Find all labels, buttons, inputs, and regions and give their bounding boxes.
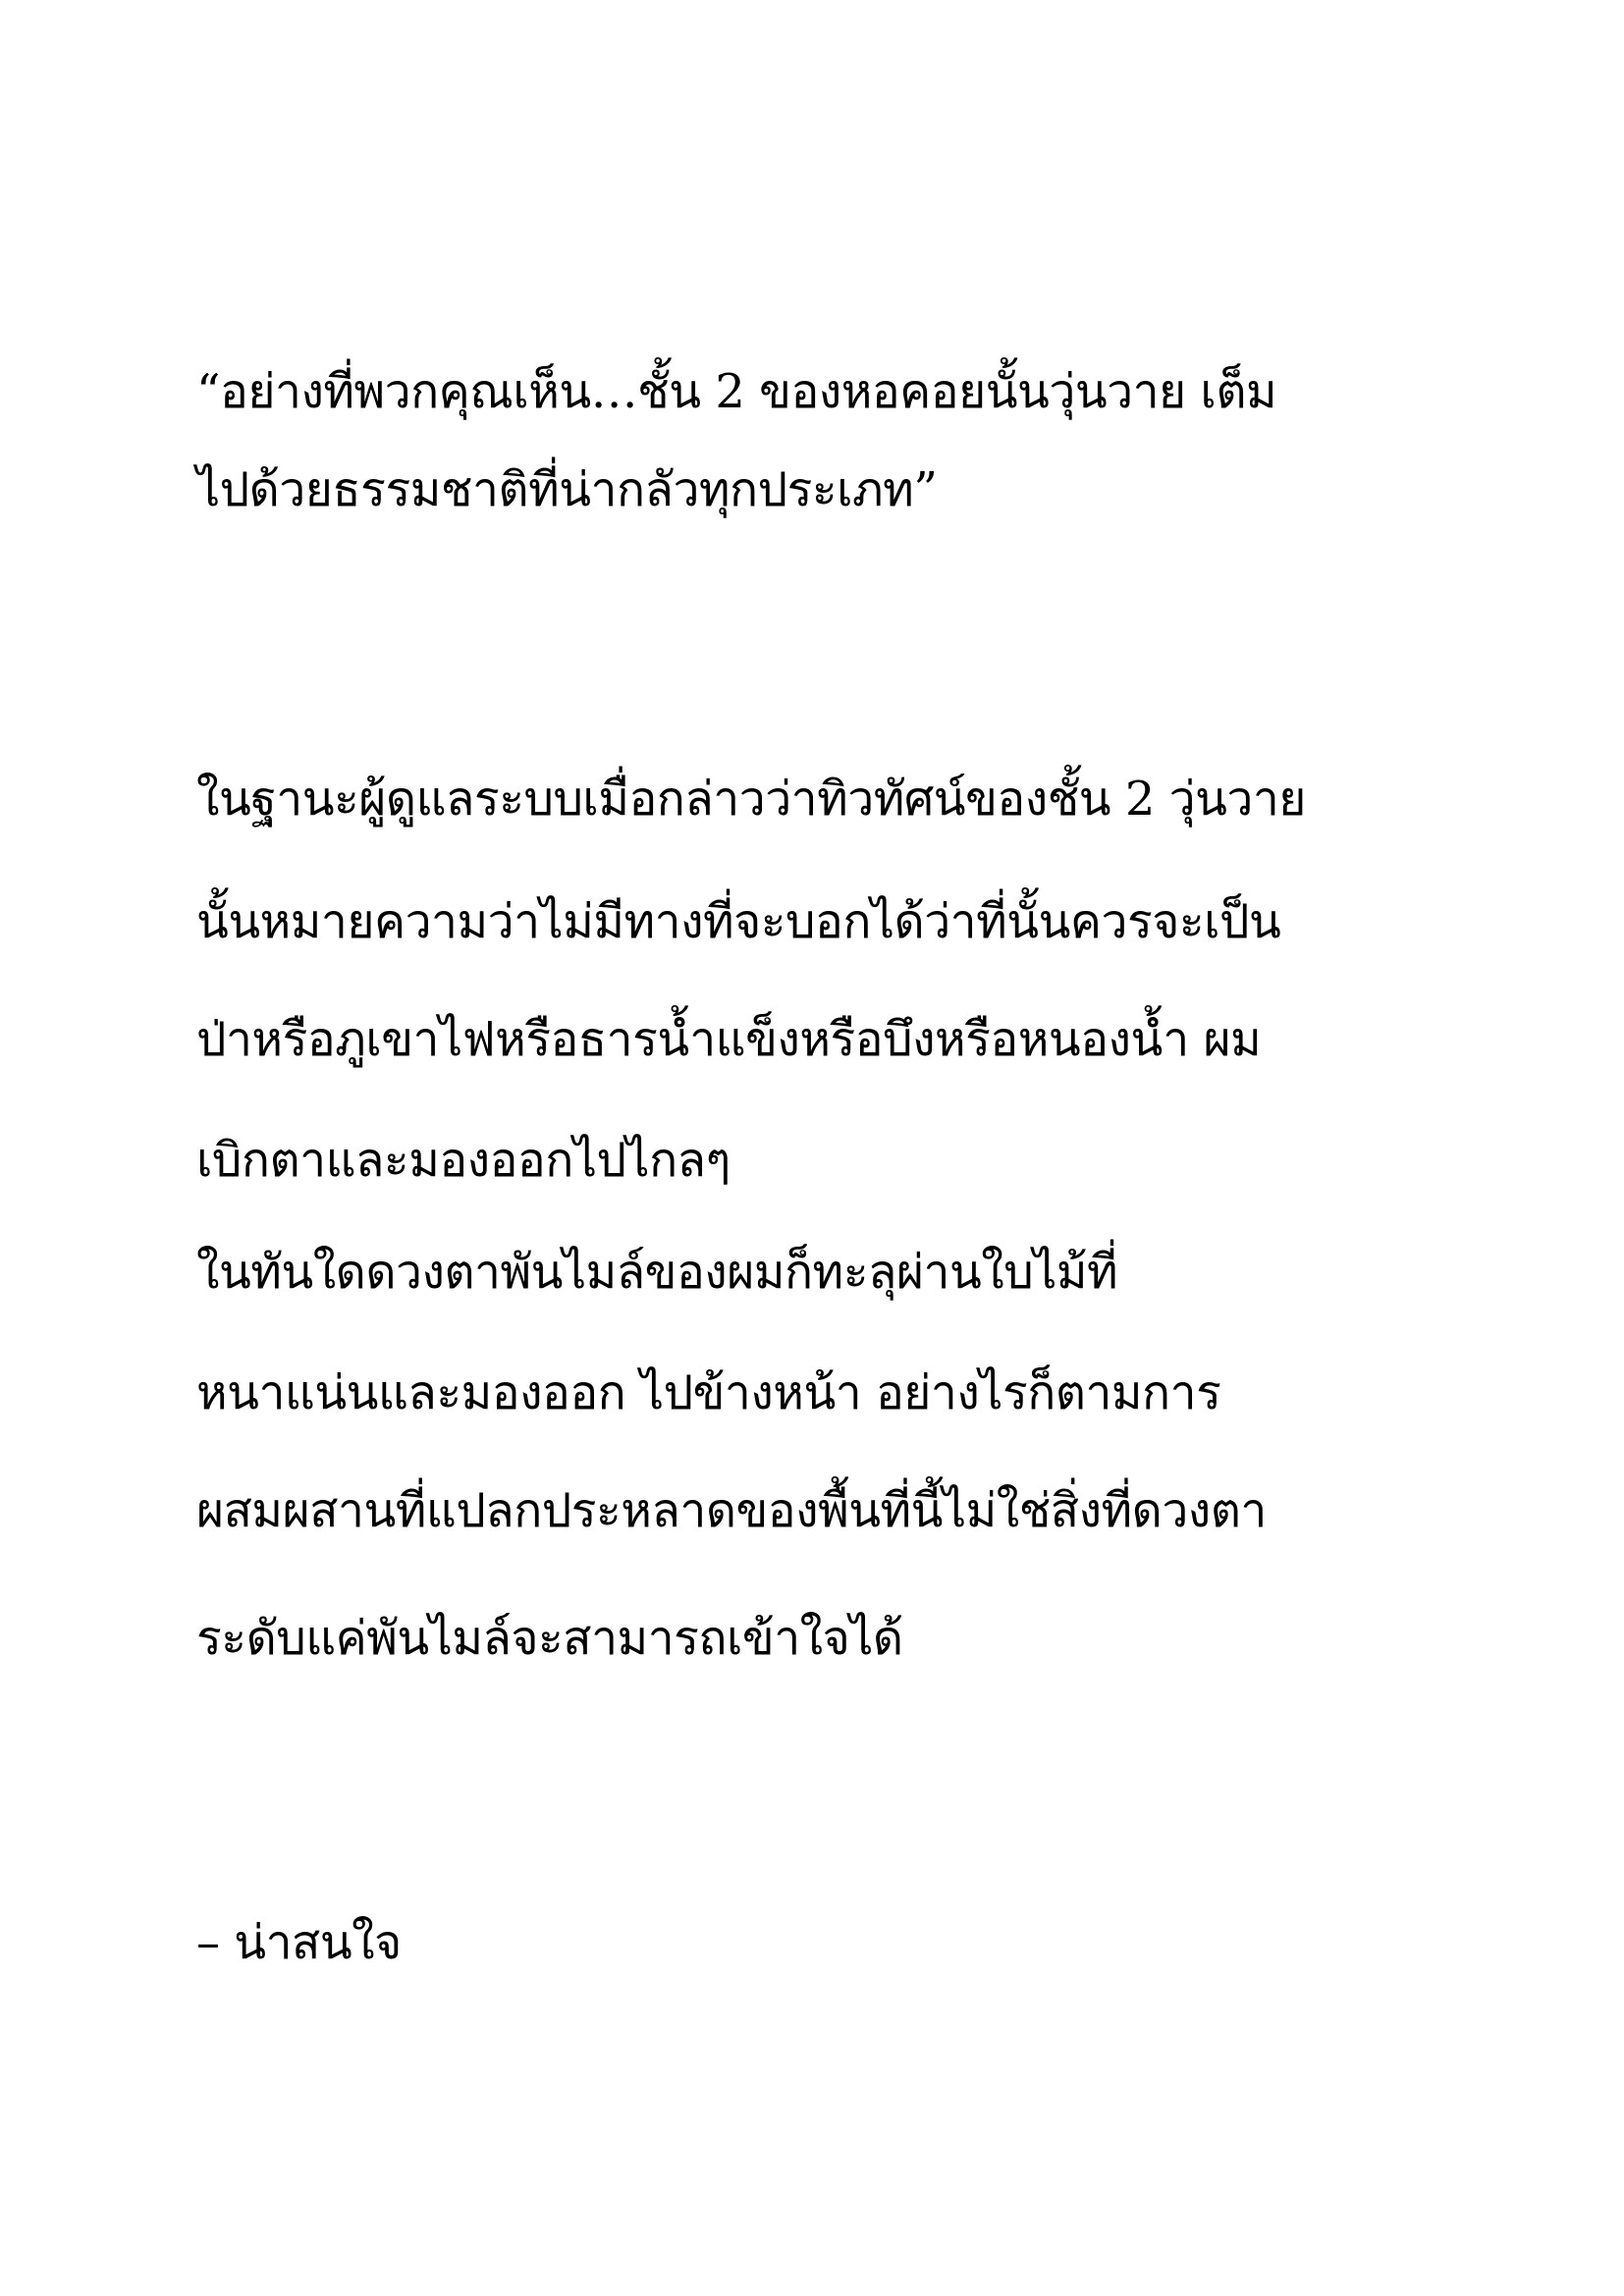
paragraph-3-line-2: หนาแน่นและมองออก ไปข้างหน้า อย่างไรก็ตามการ: [196, 1365, 1221, 1420]
paragraph-2-line-4: เบิกตาและมองออกไปไกลๆ: [196, 1133, 731, 1188]
paragraph-2-line-1: ในฐานะผู้ดูแลระบบเมื่อกล่าวว่าทิวทัศน์ของชั้น 2 วุ่นวาย: [196, 772, 1306, 827]
paragraph-1-line-2: ไปด้วยธรรมชาติที่น่ากลัวทุกประเภท”: [196, 462, 938, 517]
paragraph-1-line-1: “อย่างที่พวกคุณเห็น…ชั้น 2 ของหอคอยนั้นวุ่นวาย เต็ม: [196, 364, 1277, 419]
paragraph-2-line-3: ป่าหรือภูเขาไฟหรือธารน้ำแข็งหรือบึงหรือหนองน้ำ ผม: [196, 1012, 1262, 1067]
paragraph-3-line-4: ระดับแค่พันไมล์จะสามารถเข้าใจได้: [196, 1611, 903, 1666]
paragraph-2-line-2: นั้นหมายความว่าไม่มีทางที่จะบอกได้ว่าที่นั้นควรจะเป็น: [196, 894, 1281, 949]
paragraph-3-line-1: ในทันใดดวงตาพันไมล์ของผมก็ทะลุผ่านใบไม้ที่: [196, 1245, 1118, 1300]
paragraph-3-line-3: ผสมผสานที่แปลกประหลาดของพื้นที่นี้ไม่ใช่สิ่งที่ดวงตา: [196, 1483, 1267, 1538]
paragraph-4-line-1: – น่าสนใจ: [196, 1915, 402, 1970]
